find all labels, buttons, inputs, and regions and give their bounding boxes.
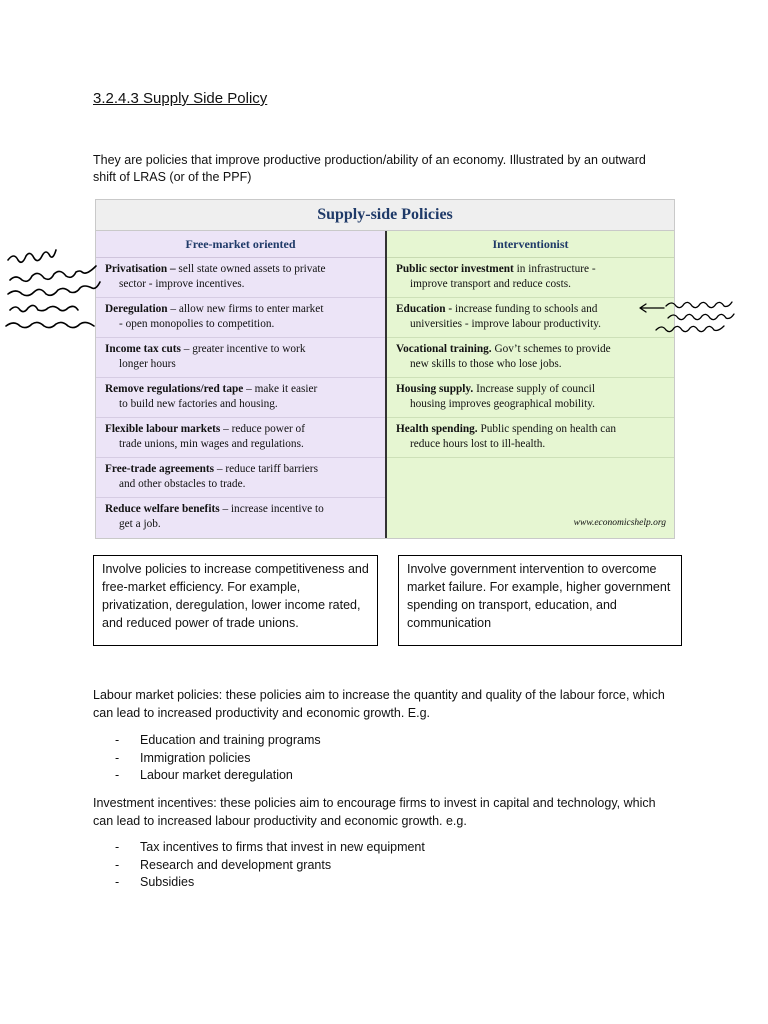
table-cell: Public sector investment in infrastructure - improve transport and reduce costs. bbox=[387, 258, 674, 298]
table-cell: Privatisation – sell state owned assets to private sector - improve incentives. bbox=[96, 258, 385, 298]
list-item: - Tax incentives to firms that invest in new equipment bbox=[115, 840, 425, 854]
list-item: - Education and training programs bbox=[115, 733, 321, 747]
list-item: - Subsidies bbox=[115, 875, 195, 889]
table-cell: Remove regulations/red tape – make it easier to build new factories and housing. bbox=[96, 378, 385, 418]
table-title: Supply-side Policies bbox=[96, 200, 674, 231]
source-credit: www.economicshelp.org bbox=[573, 518, 666, 528]
list-item: - Research and development grants bbox=[115, 857, 332, 872]
table-cell: Free-trade agreements – reduce tariff barriers and other obstacles to trade. bbox=[96, 458, 385, 498]
table-cell: Income tax cuts – greater incentive to work longer hours bbox=[96, 338, 385, 378]
investment-incentives-list bbox=[115, 839, 425, 892]
table-cell: Reduce welfare benefits – increase incentive to get a job. bbox=[105, 503, 324, 530]
labour-market-paragraph: Labour market policies: these policies aim to increase the quantity and quality of the labour force, which can lead to increased productivity and economic growth. E.g. bbox=[93, 688, 665, 720]
intro-text: They are policies that improve productive production/ability of an economy. Illustrated by an outward shift of LRAS (or of the PPF) bbox=[93, 153, 646, 184]
interventionist-column bbox=[387, 231, 674, 538]
free-market-header: Free-market oriented bbox=[96, 231, 385, 258]
table-cell: Vocational training. Gov’t schemes to provide new skills to those who lose jobs. bbox=[387, 338, 674, 378]
handwritten-arrow-note bbox=[636, 294, 754, 338]
free-market-summary-box: Involve policies to increase competitiveness and free-market efficiency. For example, privatization, deregulation, lower income rated, and reduced power of trade unions. bbox=[93, 555, 378, 646]
interventionist-header: Interventionist bbox=[387, 231, 674, 258]
table-cell: Housing supply. Increase supply of council housing improves geographical mobility. bbox=[387, 378, 674, 418]
page-title: 3.2.4.3 Supply Side Policy bbox=[93, 90, 268, 107]
list-item: - Labour market deregulation bbox=[115, 768, 293, 782]
table-cell: Education - increase funding to schools and universities - improve labour productivity. bbox=[387, 298, 674, 338]
table-cell: Health spending. Public spending on health can reduce hours lost to ill-health. bbox=[387, 418, 674, 458]
investment-incentives-paragraph: Investment incentives: these policies aim to encourage firms to invest in capital and technology, which can lead to increased labour productivity and economic growth. e.g. bbox=[93, 796, 656, 828]
list-item: - Immigration policies bbox=[115, 750, 251, 765]
labour-market-list bbox=[115, 732, 321, 785]
table-cell: Flexible labour markets – reduce power of trade unions, min wages and regulations. bbox=[96, 418, 385, 458]
interventionist-summary-box: Involve government intervention to overcome market failure. For example, higher government spending on transport, education, and communication bbox=[398, 555, 682, 646]
free-market-column bbox=[96, 231, 387, 538]
handwritten-note-scribble bbox=[2, 238, 114, 338]
table-cell: Deregulation – allow new firms to enter market - open monopolies to competition. bbox=[96, 298, 385, 338]
supply-side-table bbox=[95, 199, 675, 539]
